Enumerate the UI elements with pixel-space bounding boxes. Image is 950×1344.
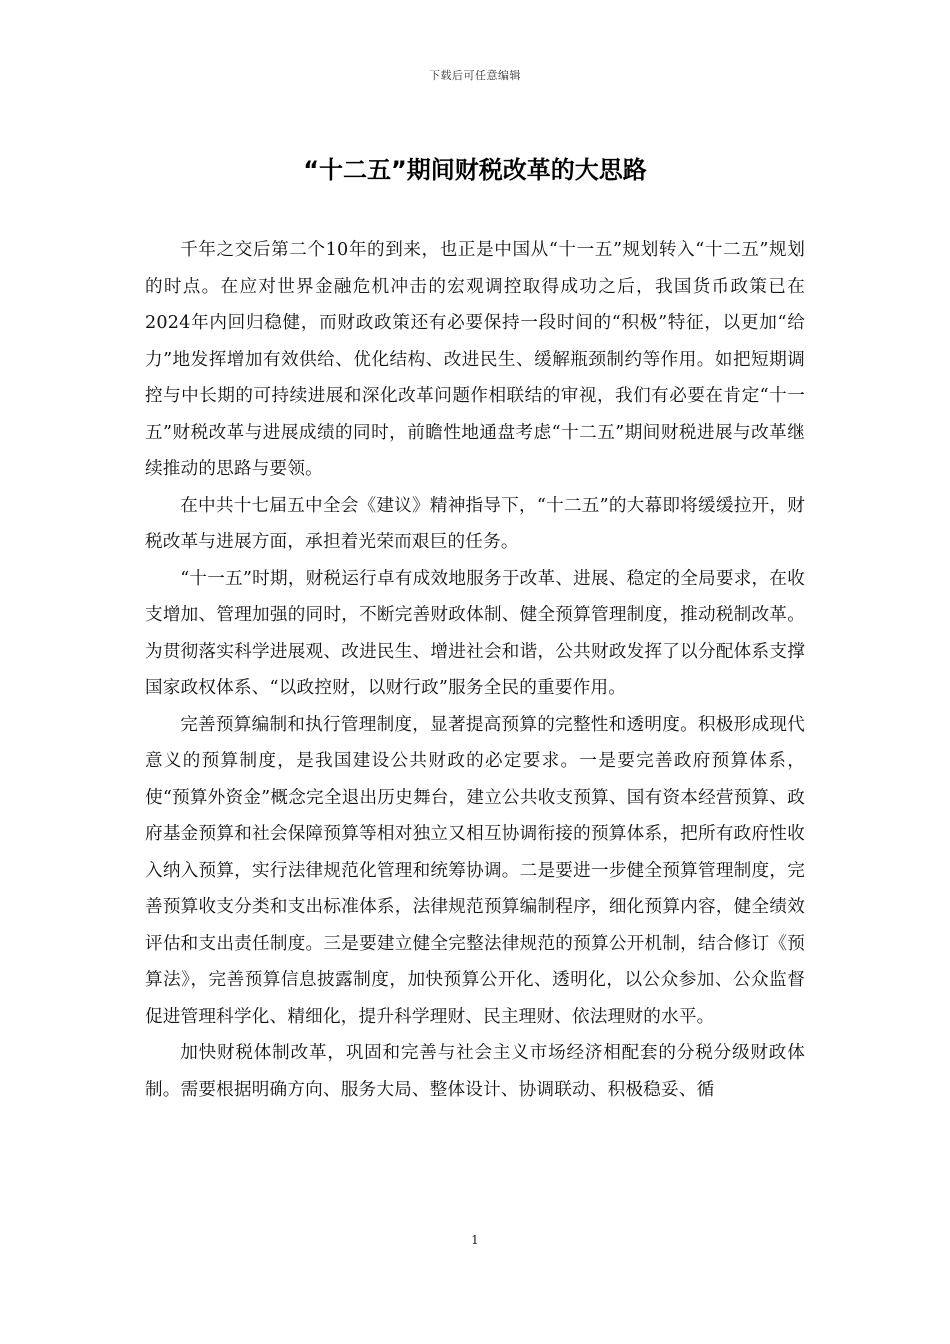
page-header-note: 下载后可任意编辑 — [429, 69, 521, 82]
paragraph-4: 完善预算编制和执行管理制度，显著提高预算的完整性和透明度。积极形成现代意义的预算制度，是我国建设公共财政的必定要求。一是要完善政府预算体系，使“预算外资金”概念完全退出历史舞台，建立公共收支预算、国有资本经营预算、政府基金预算和社会保障预算等相对独立又相互协调衔接的预算体系，把所有政府性收入纳入预算，实行法律规范化管理和统筹协调。二是要进一步健全预算管理制度，完善预算收支分类和支出标准体系，法律规范预算编制程序，细化预算内容，健全绩效评估和支出责任制度。三是要建立健全完整法律规范的预算公开机制，结合修订《预算法》，完善预算信息披露制度，加快预算公开化、透明化，以公众参加、公众监督促进管理科学化、精细化，提升科学理财、民主理财、依法理财的水平。 — [145, 714, 805, 1027]
document-body — [145, 232, 805, 1108]
paragraph-3: “十一五”时期，财税运行卓有成效地服务于改革、进展、稳定的全局要求，在收支增加、管理加强的同时，不断完善财政体制、健全预算管理制度，推动税制改革。为贯彻落实科学进展观、改进民生、增进社会和谐，公共财政发挥了以分配体系支撑国家政权体系、“以政控财，以财行政”服务全民的重要作用。 — [145, 568, 805, 698]
paragraph-5: 加快财税体制改革，巩固和完善与社会主义市场经济相配套的分税分级财政体制。需要根据明确方向、服务大局、整体设计、协调联动、积极稳妥、循 — [145, 1043, 805, 1100]
document-title: “十二五”期间财税改革的大思路 — [303, 156, 647, 184]
paragraph-2: 在中共十七届五中全会《建议》精神指导下，“十二五”的大幕即将缓缓拉开，财税改革与进展方面，承担着光荣而艰巨的任务。 — [145, 495, 805, 552]
paragraph-1: 千年之交后第二个10年的到来，也正是中国从“十一五”规划转入“十二五”规划的时点。在应对世界金融危机冲击的宏观调控取得成功之后，我国货币政策已在2024年内回归稳健，而财政政策还有必要保持一段时间的“积极”特征，以更加“给力”地发挥增加有效供给、优化结构、改进民生、缓解瓶颈制约等作用。如把短期调控与中长期的可持续进展和深化改革问题作相联结的审视，我们有必要在肯定“十一五”财税改革与进展成绩的同时，前瞻性地通盘考虑“十二五”期间财税进展与改革继续推动的思路与要领。 — [145, 240, 805, 479]
page-number: 1 — [471, 1233, 479, 1247]
